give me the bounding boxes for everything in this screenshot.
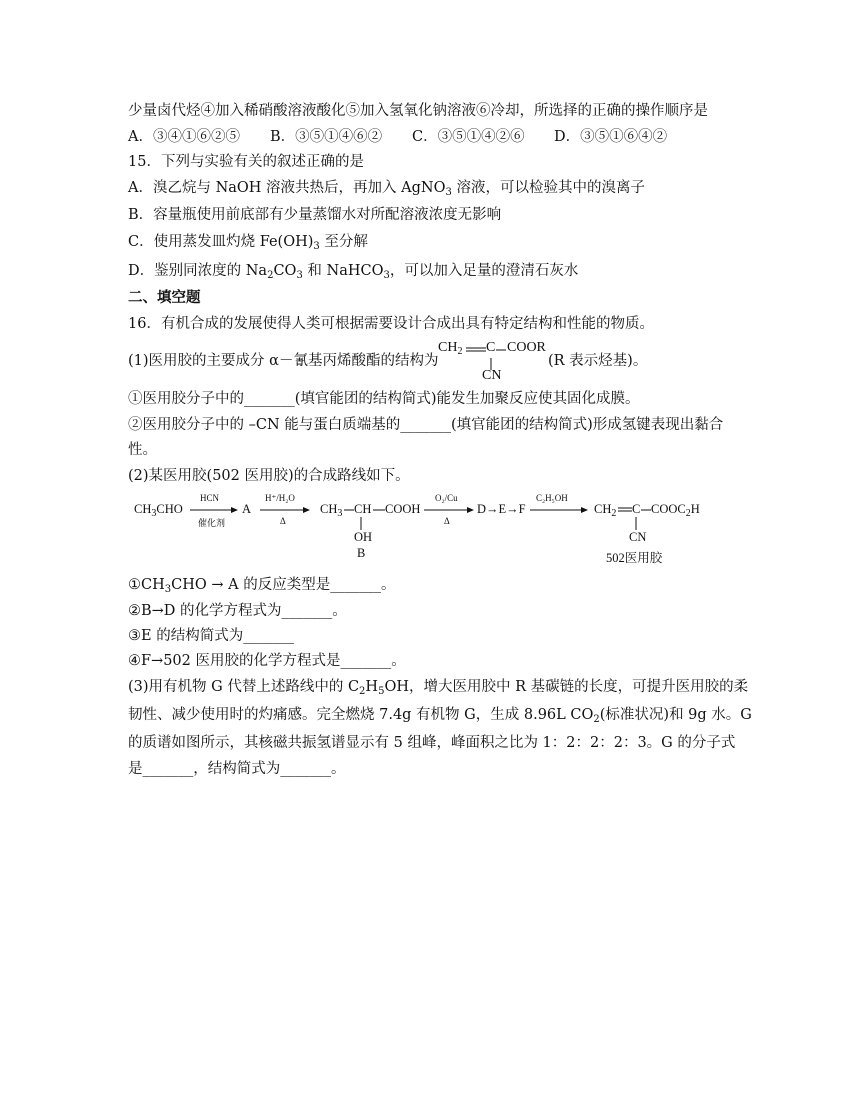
structure-coor: COOR [507, 340, 546, 355]
route-b-ch3: $CH_3$ [320, 502, 343, 519]
route-r4-top: C₂H₅OH [536, 493, 568, 503]
q16-part1-text: (1)医用胶的主要成分 α－氰基丙烯酸酯的结构为 [128, 353, 439, 369]
q14-stem-tail: 少量卤代烃④加入稀硝酸溶液酸化⑤加入氢氧化钠溶液⑥冷却，所选择的正确的操作顺序是 [128, 103, 708, 119]
bond-line [632, 517, 640, 531]
q15-option-a[interactable] [128, 178, 748, 198]
route-p-label: 502医用胶 [606, 551, 663, 565]
arrow-icon [530, 505, 588, 515]
route-b-label: B [357, 546, 366, 560]
q14-option-a[interactable]: A．③④①⑥②⑤ [128, 129, 240, 145]
route-start: $CH_3CHO$ [134, 502, 183, 519]
route-b-ch: CH [354, 502, 372, 516]
route-p-ester: $COOC_2H$ [651, 502, 700, 519]
bond-line [344, 505, 354, 515]
q16-part2-q3: ③E 的结构简式为_______ [128, 628, 294, 644]
cyanoacrylate-structure [438, 338, 558, 386]
q15-d-sub2: 3 [296, 270, 303, 281]
q16-part3-line4: 是_______，结构简式为_______。 [128, 761, 346, 777]
q16-part1-q2-cont: 性。 [128, 442, 157, 458]
q15-option-c[interactable] [128, 232, 748, 252]
q16-part2-q2: ②B→D 的化学方程式为_______。 [128, 603, 347, 619]
q15-a-text: A．溴乙烷与 NaOH 溶液共热后，再加入 AgNO [128, 180, 446, 196]
q15-d-nahco: 和 NaHCO [302, 263, 384, 279]
q16-part2-q4: ④F→502 医用胶的化学方程式是_______。 [128, 653, 406, 669]
route-r2-top: H⁺/H₂O [265, 493, 295, 503]
route-b-cooh: COOH [385, 502, 421, 516]
double-bond [465, 342, 487, 356]
arrow-icon [190, 505, 238, 515]
structure-cn: CN [482, 368, 502, 383]
q14-option-c[interactable]: C．③⑤①④②⑥ [412, 129, 525, 145]
bond-line [357, 517, 365, 531]
q16-stem: 16．有机合成的发展使得人类可根据需要设计合成出具有特定结构和性能的物质。 [128, 316, 654, 332]
q15-d-text-post: ，可以加入足量的澄清石灰水 [389, 263, 579, 279]
structure-ch2: $CH_2$ [438, 340, 463, 357]
q16-part3-line1: (3)用有机物 G 代替上述路线中的 $C_2H_5OH$，增大医用胶中 R 基碳链的长度，可提升医用胶的柔 [128, 679, 749, 697]
q15-a-text-post: 溶液，可以检验其中的溴离子 [451, 180, 645, 196]
route-r3-bottom: Δ [444, 516, 450, 526]
bond-line [641, 505, 651, 515]
q15-d-sub1: 2 [267, 270, 274, 281]
arrow-icon [424, 505, 474, 515]
q15-c-text-post: 至分解 [319, 234, 368, 250]
route-r2-bottom: Δ [280, 516, 286, 526]
arrow-icon [260, 505, 310, 515]
double-bond [618, 504, 632, 516]
q16-part3-line3: 的质谱如图所示，其核磁共振氢谱显示有 5 组峰，峰面积之比为 1：2：2：2：3。G 的分子式 [128, 735, 736, 751]
q16-part1-q2: ②医用胶分子中的 –CN 能与蛋白质端基的_______(填官能团的结构简式)形成氢键表现出黏合 [128, 417, 724, 433]
q14-option-d[interactable]: D．③⑤①⑥④② [554, 129, 668, 145]
q16-part2-intro: (2)某医用胶(502 医用胶)的合成路线如下。 [128, 468, 410, 484]
q15-a-sub: 3 [445, 187, 452, 198]
q15-d-text: D．鉴别同浓度的 Na [128, 263, 268, 279]
q15-option-b[interactable]: B．容量瓶使用前底部有少量蒸馏水对所配溶液浓度无影响 [128, 207, 502, 223]
q16-part3-line2: 韧性、减少使用时的灼痛感。完全燃烧 7.4g 有机物 G，生成 8.96L $CO_2$(标准状况)和 9g 水。G [128, 707, 752, 725]
bond-line [373, 505, 385, 515]
q16-part1-note: (R 表示烃基)。 [548, 353, 648, 369]
q14-options [128, 127, 748, 147]
section-title-fill-in: 二、填空题 [128, 289, 201, 306]
q15-option-d[interactable] [128, 261, 748, 281]
route-r1-bottom: 催化剂 [198, 518, 226, 528]
q16-part2-q1: $①CH_3CHO \to A$ 的反应类型是_______。 [128, 577, 396, 595]
structure-c: C [486, 340, 496, 355]
single-bond [495, 342, 507, 356]
route-r3-top: O₂/Cu [435, 493, 458, 503]
route-b-oh: OH [354, 530, 373, 544]
q15-c-text: C．使用蒸发皿灼烧 Fe(OH) [128, 234, 314, 250]
route-p-ch2: $CH_2$ [594, 502, 617, 519]
synthesis-route [128, 488, 748, 568]
route-p-c: C [632, 502, 641, 516]
route-r1-top: HCN [200, 493, 220, 503]
q16-part1-q1: ①医用胶分子中的_______(填官能团的结构简式)能发生加聚反应使其固化成膜。 [128, 391, 640, 407]
q15-d-co: CO [273, 263, 297, 279]
q15-stem: 15．下列与实验有关的叙述正确的是 [128, 154, 364, 170]
route-p-cn: CN [629, 530, 647, 544]
q14-option-b[interactable]: B．③⑤①④⑥② [270, 129, 383, 145]
q15-d-sub3: 3 [383, 270, 390, 281]
route-def: D→E→F [477, 502, 526, 516]
q15-c-sub: 3 [313, 241, 320, 252]
route-a: A [242, 502, 252, 516]
